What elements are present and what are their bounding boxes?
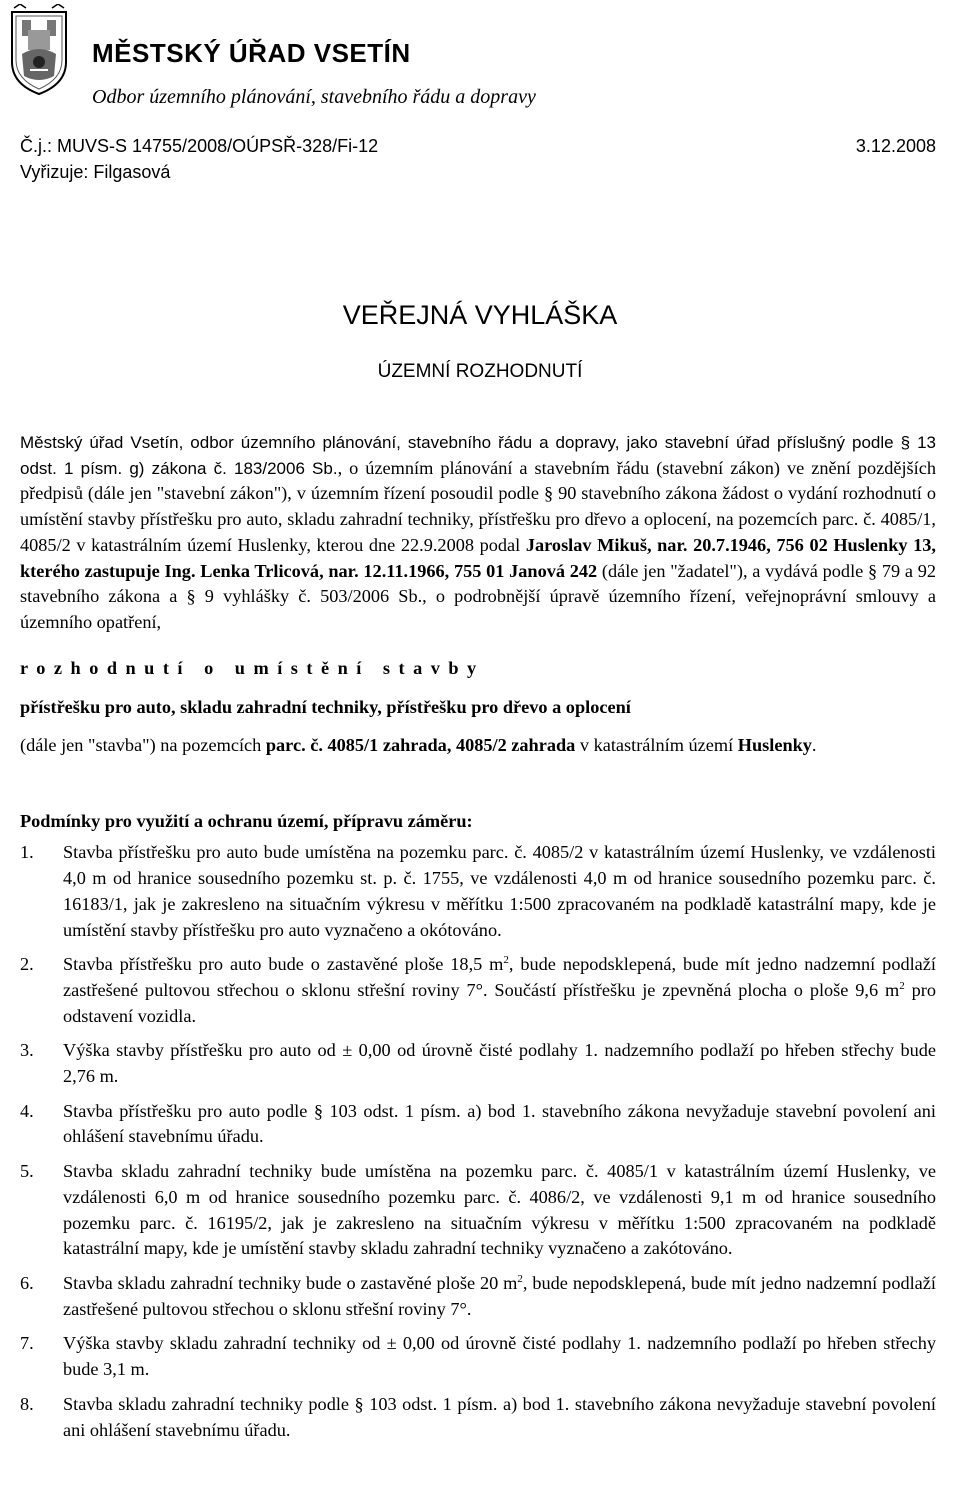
condition-text xyxy=(63,1331,936,1382)
condition-item xyxy=(20,840,936,943)
condition-item xyxy=(20,1271,936,1322)
condition-text-part: Stavba přístřešku pro auto bude o zastavěné ploše 18,5 m xyxy=(63,954,504,975)
parcel-numbers: parc. č. 4085/1 zahrada, 4085/2 zahrada xyxy=(265,735,576,756)
condition-text-part: pro odstavení vozidla. xyxy=(63,979,936,1026)
intro-text-3: (dále jen "žadatel"), a vydává podle § 79 a 92 stavebního zákona a § 9 vyhlášky č. 503/2006 Sb., o podrobnější úpravě územního řízení, veřejnoprávní smlouvy a územního opatření, xyxy=(20,560,936,632)
condition-text-part: , bude nepodsklepená, bude mít jedno nadzemní podlaží zastřešené pultovou střechou o sklonu střešní roviny 7°. Součástí přístřešku je zpevněná plocha o ploše 9,6 m xyxy=(63,954,936,1000)
stavba-paragraph xyxy=(20,733,936,759)
condition-number: 6. xyxy=(20,1272,34,1293)
intro-text-1: Městský úřad Vsetín, odbor územního plánování, stavebního řádu a dopravy, jako stavební úřad příslušný podle § 13 odst. 1 písm. g) zákona č. 183/2006 Sb. xyxy=(20,433,936,478)
intro-text-2: , o územním plánování a stavebním řádu (stavební zákon) ve znění pozdějších předpisů (dále jen "stavební zákon"), v územním řízení posoudil podle § 90 stavebního zákona žádost o vydání rozhodnutí o umístění stavby přístřešku pro auto, skladu zahradní techniky, přístřešku pro dřevo a oplocení, na pozemcích parc. č. 4085/1, 4085/2 v katastrálním území Huslenky, kterou dne 22.9.2008 podal xyxy=(20,457,936,555)
superscript: 2 xyxy=(503,954,509,967)
document-subtitle: ÚZEMNÍ ROZHODNUTÍ xyxy=(377,361,583,382)
city-crest-logo xyxy=(8,4,70,96)
condition-number: 4. xyxy=(20,1100,34,1121)
conditions-heading: Podmínky pro využití a ochranu území, přípravu záměru: xyxy=(20,810,473,831)
condition-text xyxy=(63,1038,936,1089)
stavba-text-3: . xyxy=(811,735,817,756)
condition-text xyxy=(63,840,936,943)
condition-text-part: Stavba přístřešku pro auto podle § 103 odst. 1 písm. a) bod 1. stavebního zákona nevyžaduje stavební povolení ani ohlášení stavebnímu úřadu. xyxy=(63,1100,936,1147)
document-body xyxy=(20,430,936,1452)
condition-number: 7. xyxy=(20,1333,34,1354)
office-title: MĚSTSKÝ ÚŘAD VSETÍN xyxy=(92,38,411,68)
office-subtitle: Odbor územního plánování, stavebního řádu a dopravy xyxy=(92,86,536,108)
superscript: 2 xyxy=(517,1272,523,1285)
condition-number: 8. xyxy=(20,1393,34,1414)
condition-text xyxy=(63,952,936,1029)
building-name: přístřešku pro auto, skladu zahradní techniky, přístřešku pro dřevo a oplocení xyxy=(20,697,631,718)
condition-number: 3. xyxy=(20,1040,34,1061)
condition-number: 5. xyxy=(20,1161,34,1182)
condition-item xyxy=(20,1331,936,1382)
condition-text xyxy=(63,1159,936,1262)
condition-text xyxy=(63,1392,936,1443)
condition-text-part: Výška stavby přístřešku pro auto od ± 0,00 od úrovně čisté podlahy 1. nadzemního podlaží po hřeben střechy bude 2,76 m. xyxy=(63,1040,936,1087)
condition-item xyxy=(20,1038,936,1089)
stavba-text-2: v katastrálním území xyxy=(575,735,738,756)
condition-item xyxy=(20,1392,936,1443)
decision-heading: rozhodnutí o umístění stavby xyxy=(20,657,485,678)
condition-number: 1. xyxy=(20,842,34,863)
condition-number: 2. xyxy=(20,954,34,975)
condition-item xyxy=(20,1159,936,1262)
condition-text-part: , bude nepodsklepená, bude mít jedno nadzemní podlaží zastřešené pultovou střechou o sklonu střešní roviny 7°. xyxy=(63,1272,936,1319)
condition-item xyxy=(20,952,936,1029)
cadastral-area: Huslenky xyxy=(737,735,812,756)
condition-text-part: Stavba skladu zahradní techniky bude umístěna na pozemku parc. č. 4085/1 v katastrálním území Huslenky, ve vzdálenosti 6,0 m od hranice sousedního pozemku parc. č. 4086/2, ve vzdálenosti 9,1 m od hranice sousedního pozemku parc. č. 16195/2, jak je zakresleno na situačním výkresu v měřítku 1:500 zpracovaném na podkladě katastrální mapy, kde je umístění stavby skladu zahradní techniky vyznačeno a zakótováno. xyxy=(63,1161,936,1259)
condition-text xyxy=(63,1271,936,1322)
document-title: VEŘEJNÁ VYHLÁŠKA xyxy=(342,300,618,330)
condition-text-part: Stavba přístřešku pro auto bude umístěna na pozemku parc. č. 4085/2 v katastrálním území Huslenky, ve vzdálenosti 4,0 m od hranice sousedního pozemku st. p. č. 1755, ve vzdálenosti 4,0 m od hranice sousedního pozemku parc. č. 16183/1, jak je zakresleno na situačním výkresu v měřítku 1:500 zpracovaném na podkladě katastrální mapy, kde je umístění stavby přístřešku pro auto vyznačeno a okótováno. xyxy=(63,842,936,940)
condition-text-part: Výška stavby skladu zahradní techniky od ± 0,00 od úrovně čisté podlahy 1. nadzemního podlaží po hřeben střechy bude 3,1 m. xyxy=(63,1333,936,1380)
conditions-list xyxy=(20,840,936,1443)
document-date: 3.12.2008 xyxy=(855,136,936,156)
superscript: 2 xyxy=(899,979,905,992)
condition-text-part: Stavba skladu zahradní techniky podle § 103 odst. 1 písm. a) bod 1. stavebního zákona nevyžaduje stavební povolení ani ohlášení stavebnímu úřadu. xyxy=(63,1393,936,1440)
condition-text xyxy=(63,1099,936,1150)
stavba-text-1: (dále jen "stavba") na pozemcích xyxy=(20,735,266,756)
applicant-details: Jaroslav Mikuš, nar. 20.7.1946, 756 02 Huslenky 13, kterého zastupuje Ing. Lenka Trlicová, nar. 12.11.1966, 755 01 Janová 242 xyxy=(20,534,936,581)
condition-item xyxy=(20,1099,936,1150)
intro-paragraph xyxy=(20,430,936,636)
handler: Vyřizuje: Filgasová xyxy=(20,162,171,182)
reference-number: Č.j.: MUVS-S 14755/2008/OÚPSŘ-328/Fi-12 xyxy=(20,136,379,156)
condition-text-part: Stavba skladu zahradní techniky bude o zastavěné ploše 20 m xyxy=(63,1272,518,1293)
